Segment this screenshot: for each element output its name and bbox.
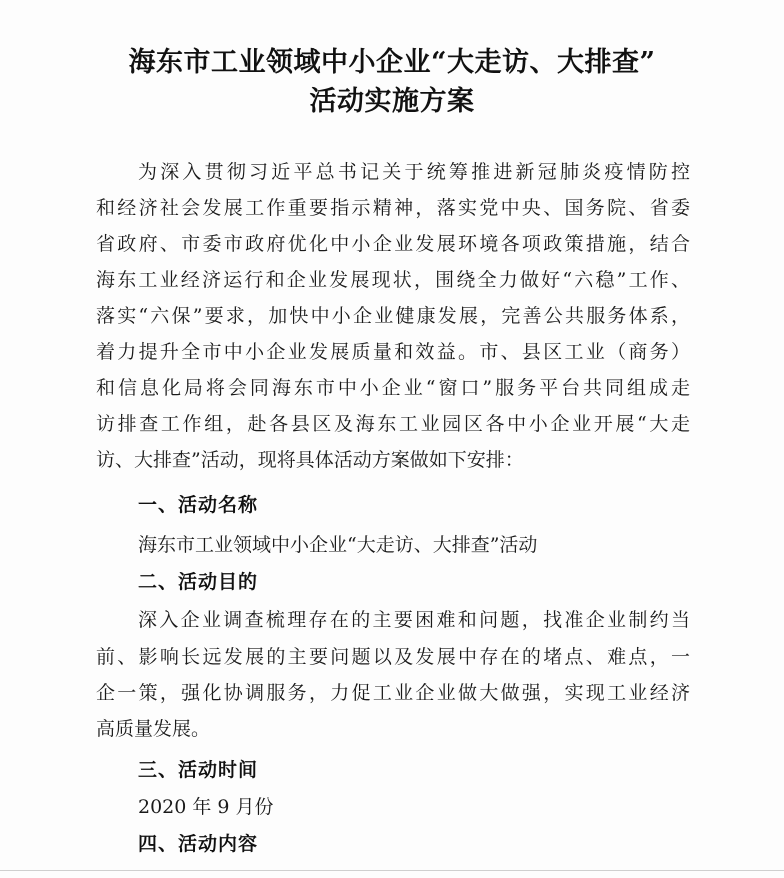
purpose-line: 企一策，强化协调服务，力促工业企业做大做强，实现工业经济 (96, 682, 690, 704)
intro-line: 落实“六保”要求，加快中小企业健康发展，完善公共服务体系， (96, 305, 690, 327)
page-bottom-edge (0, 870, 784, 871)
intro-line: 着力提升全市中小企业发展质量和效益。市、县区工业（商务） (96, 341, 690, 363)
section-name-text: 海东市工业领域中小企业“大走访、大排查”活动 (138, 534, 538, 556)
document-title-line-1: 海东市工业领域中小企业“大走访、大排查” (128, 47, 656, 78)
purpose-line: 深入企业调查梳理存在的主要困难和问题，找准企业制约当 (138, 609, 690, 631)
section-heading-time: 三、活动时间 (138, 759, 259, 781)
section-heading-name: 一、活动名称 (138, 494, 259, 516)
purpose-line: 前、影响长远发展的主要问题以及发展中存在的堵点、难点，一 (96, 646, 690, 668)
intro-line: 访排查工作组，赴各县区及海东工业园区各中小企业开展“大走 (96, 413, 690, 435)
section-heading-content: 四、活动内容 (138, 833, 259, 855)
intro-line: 访、大排查”活动，现将具体活动方案做如下安排： (96, 449, 524, 471)
intro-line: 海东工业经济运行和企业发展现状，围绕全力做好“六稳”工作、 (96, 269, 690, 291)
intro-line: 和经济社会发展工作重要指示精神，落实党中央、国务院、省委 (96, 197, 690, 219)
intro-line: 省政府、市委市政府优化中小企业发展环境各项政策措施，结合 (96, 233, 690, 255)
intro-line: 和信息化局将会同海东市中小企业“窗口”服务平台共同组成走 (96, 377, 690, 399)
section-time-text: 2020 年 9 月份 (138, 796, 274, 818)
section-heading-purpose: 二、活动目的 (138, 571, 259, 593)
purpose-line: 高质量发展。 (96, 718, 211, 740)
document-title-line-2: 活动实施方案 (309, 86, 475, 117)
intro-line: 为深入贯彻习近平总书记关于统筹推进新冠肺炎疫情防控 (138, 161, 690, 183)
